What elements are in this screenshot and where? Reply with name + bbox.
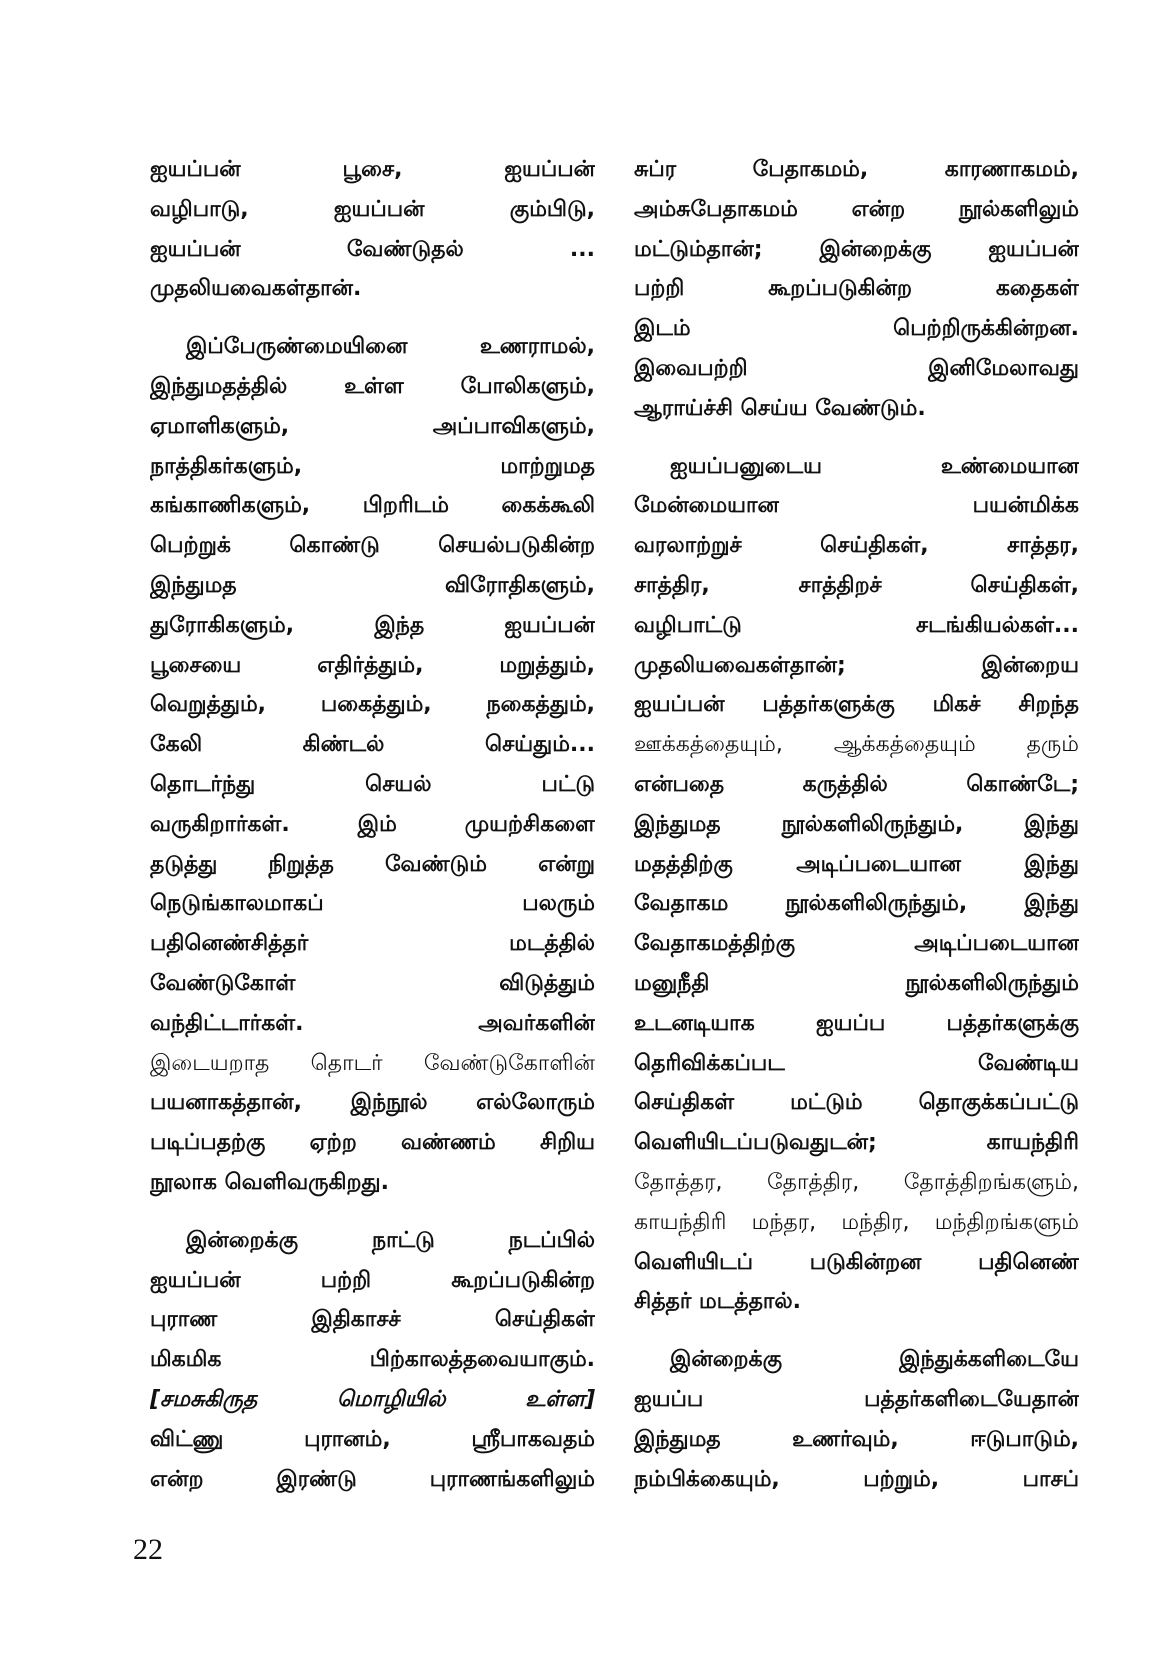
text-line: ஐயப்பனுடைய உண்மையான (670, 453, 1079, 479)
text-line: மதத்திற்கு அடிப்படையான இந்து (634, 851, 1079, 877)
text-line: பயனாகத்தான், இந்நூல் எல்லோரும் (150, 1090, 595, 1116)
text-line: ஐயப்பன் வேண்டுதல் ... (150, 236, 595, 262)
paragraph (634, 1340, 1079, 1499)
paragraph (634, 150, 1079, 429)
text-line: ஐயப்பன் பற்றி கூறப்படுகின்ற (150, 1267, 595, 1293)
text-line: கேலி கிண்டல் செய்தும்... (150, 732, 595, 758)
text-line: காயந்திரி மந்தர, மந்திர, மந்திறங்களும் (634, 1209, 1079, 1235)
text-line: இப்பேருண்மையினை உணராமல், (186, 334, 595, 360)
text-line: ஏமாளிகளும், அப்பாவிகளும், (150, 413, 595, 439)
text-line: தெரிவிக்கப்பட வேண்டிய (634, 1050, 1079, 1076)
text-line: ஐயப்பன் பத்தர்களுக்கு மிகச் சிறந்த (634, 692, 1079, 718)
text-line: நெடுங்காலமாகப் பலரும் (150, 891, 595, 917)
text-line: அம்சுபேதாகமம் என்ற நூல்களிலும் (634, 196, 1079, 222)
text-line: ஐயப்பன் பூசை, ஐயப்பன் (150, 157, 595, 182)
text-line: சித்தர் மடத்தால். (634, 1289, 802, 1315)
text-line: இந்துமத நூல்களிலிருந்தும், இந்து (634, 811, 1079, 837)
text-line: வழிபாடு, ஐயப்பன் கும்பிடு, (150, 196, 595, 222)
text-line: முதலியவைகள்தான். (150, 276, 362, 302)
text-line: கங்காணிகளும், பிறரிடம் கைக்கூலி (150, 493, 595, 519)
text-line: சுப்ர பேதாகமம், காரணாகமம், (634, 157, 1079, 182)
text-line: இவைபற்றி இனிமேலாவது (634, 355, 1079, 381)
text-line: வெளியிடப் படுகின்றன பதினெண் (634, 1249, 1079, 1275)
text-line: என்ற இரண்டு புராணங்களிலும் (150, 1466, 595, 1492)
text-line: இந்துமதத்தில் உள்ள போலிகளும், (150, 373, 595, 399)
text-line: மனுநீதி நூல்களிலிருந்தும் (634, 970, 1079, 996)
text-line: வேதாகமத்திற்கு அடிப்படையான (634, 931, 1079, 957)
text-line: ஐயப்ப பத்தர்களிடையேதான் (634, 1386, 1079, 1412)
text-line: நம்பிக்கையும், பற்றும், பாசப் (634, 1466, 1079, 1492)
text-line: ஊக்கத்தையும், ஆக்கத்தையும் தரும் (634, 732, 1079, 758)
text-line: தடுத்து நிறுத்த வேண்டும் என்று (150, 851, 595, 877)
text-line: வேதாகம நூல்களிலிருந்தும், இந்து (634, 891, 1079, 917)
text-line: பெற்றுக் கொண்டு செயல்படுகின்ற (150, 533, 595, 559)
text-line: நாத்திகர்களும், மாற்றுமத (150, 453, 595, 479)
text-line: வழிபாட்டு சடங்கியல்கள்... (634, 612, 1079, 638)
text-line: பூசையை எதிர்த்தும், மறுத்தும், (150, 652, 595, 678)
text-line: விட்ணு புரானம், ஸ்ரீபாகவதம் (150, 1426, 595, 1452)
text-line: இடம் பெற்றிருக்கின்றன. (634, 316, 1079, 342)
text-line: வேண்டுகோள் விடுத்தும் (150, 970, 595, 996)
text-line: ஆராய்ச்சி செய்ய வேண்டும். (634, 395, 926, 421)
paragraph (150, 327, 595, 1203)
text-line: வந்திட்டார்கள். அவர்களின் (150, 1010, 595, 1036)
text-line: பதினெண்சித்தர் மடத்தில் (150, 931, 595, 957)
paragraph (634, 447, 1079, 1323)
paragraph (150, 1221, 595, 1500)
text-line: தோத்தர, தோத்திர, தோத்திறங்களும், (634, 1169, 1079, 1195)
text-line: இந்துமத விரோதிகளும், (150, 572, 595, 598)
text-line: மேன்மையான பயன்மிக்க (634, 493, 1079, 519)
text-line: இன்றைக்கு இந்துக்களிடையே (670, 1347, 1079, 1373)
text-line: வெறுத்தும், பகைத்தும், நகைத்தும், (150, 692, 595, 718)
text-line: செய்திகள் மட்டும் தொகுக்கப்பட்டு (634, 1090, 1079, 1116)
paragraph (150, 150, 595, 309)
text-line: வரலாற்றுச் செய்திகள், சாத்தர, (634, 533, 1079, 559)
right-column (634, 150, 1079, 1499)
text-line: என்பதை கருத்தில் கொண்டே; (634, 771, 1079, 797)
text-line: படிப்பதற்கு ஏற்ற வண்ணம் சிறிய (150, 1130, 595, 1156)
page-number: 22 (133, 1533, 163, 1566)
left-column (150, 150, 595, 1499)
text-line: மிகமிக பிற்காலத்தவையாகும். (150, 1347, 595, 1373)
text-line: இன்றைக்கு நாட்டு நடப்பில் (186, 1227, 595, 1253)
text-line: இடையறாத தொடர் வேண்டுகோளின் (150, 1050, 595, 1076)
text-line: முதலியவைகள்தான்; இன்றைய (634, 652, 1079, 678)
text-line: [சமசுகிருத மொழியில் உள்ள] (150, 1386, 595, 1412)
text-line: சாத்திர, சாத்திறச் செய்திகள், (634, 572, 1079, 598)
text-line: மட்டும்தான்; இன்றைக்கு ஐயப்பன் (634, 236, 1079, 262)
text-line: பற்றி கூறப்படுகின்ற கதைகள் (634, 276, 1079, 302)
text-line: வருகிறார்கள். இம் முயற்சிகளை (150, 811, 595, 837)
text-line: வெளியிடப்படுவதுடன்; காயந்திரி (634, 1130, 1079, 1156)
text-line: உடனடியாக ஐயப்ப பத்தர்களுக்கு (634, 1010, 1079, 1036)
text-line: தொடர்ந்து செயல் பட்டு (150, 771, 595, 797)
text-line: நூலாக வெளிவருகிறது. (150, 1169, 389, 1195)
text-line: புராண இதிகாசச் செய்திகள் (150, 1307, 595, 1333)
text-line: துரோகிகளும், இந்த ஐயப்பன் (150, 612, 595, 638)
text-line: இந்துமத உணர்வும், ஈடுபாடும், (634, 1426, 1079, 1452)
